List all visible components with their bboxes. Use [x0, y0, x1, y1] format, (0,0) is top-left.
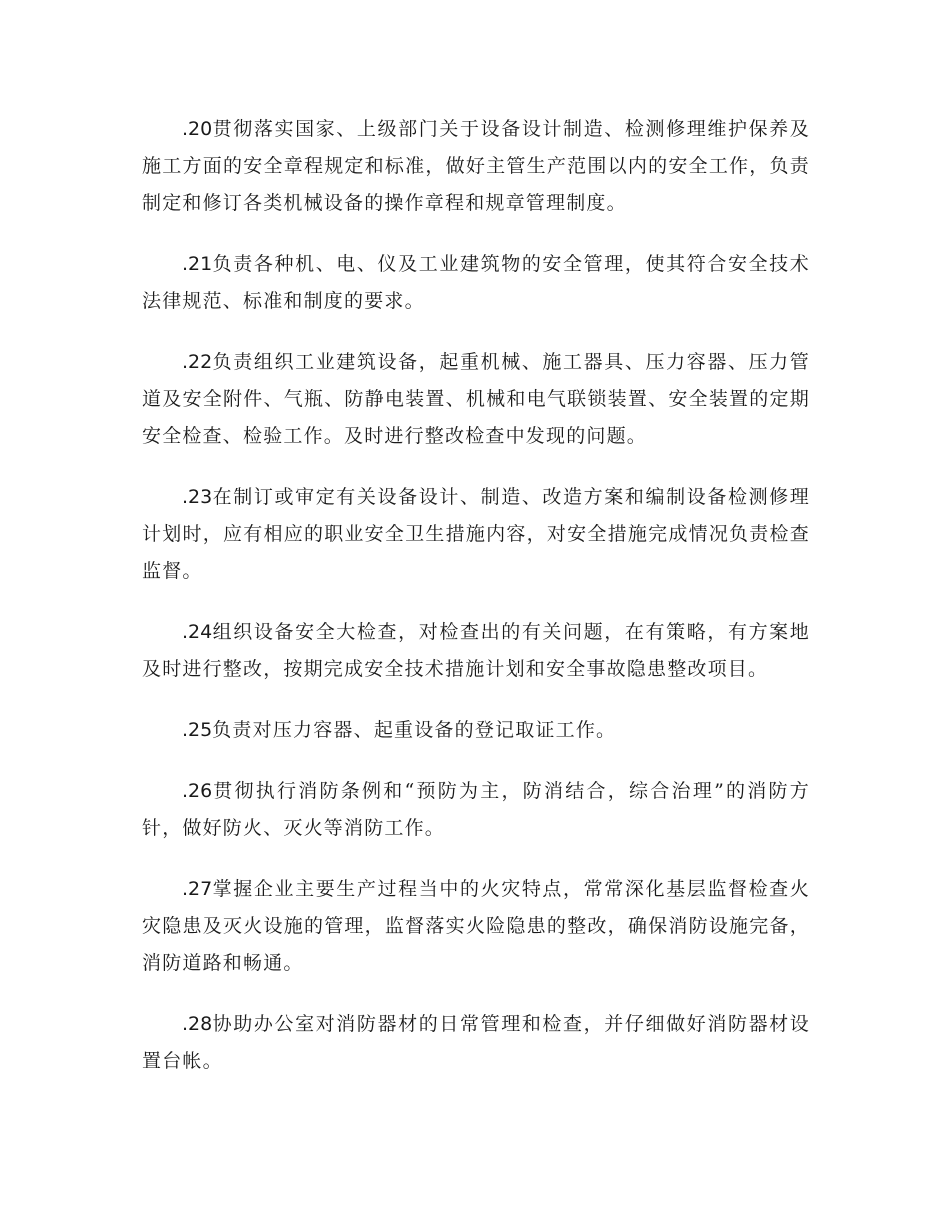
paragraph-25: [142, 712, 810, 749]
paragraph-23: [142, 479, 810, 590]
clause-text: 贯彻执行消防条例和“预防为主，防消结合，综合治理”的消防方针，做好防火、灭火等消防工作。: [142, 780, 810, 839]
clause-text: 在制订或审定有关设备设计、制造、改造方案和编制设备检测修理计划时，应有相应的职业安全卫生措施内容，对安全措施完成情况负责检查监督。: [142, 486, 810, 582]
clause-number: .28: [182, 1013, 213, 1035]
clause-number: .26: [182, 780, 213, 802]
paragraph-20: [142, 111, 810, 222]
clause-number: .21: [182, 253, 213, 275]
clause-number: .22: [182, 351, 213, 373]
paragraph-22: [142, 344, 810, 455]
clause-text: 负责组织工业建筑设备，起重机械、施工器具、压力容器、压力管道及安全附件、气瓶、防静电装置、机械和电气联锁装置、安全装置的定期安全检查、检验工作。及时进行整改检查中发现的问题。: [142, 351, 810, 447]
clause-text: 贯彻落实国家、上级部门关于设备设计制造、检测修理维护保养及施工方面的安全章程规定和标准，做好主管生产范围以内的安全工作，负责制定和修订各类机械设备的操作章程和规章管理制度。: [142, 118, 810, 214]
document-body: [142, 111, 810, 1104]
paragraph-27: [142, 871, 810, 982]
clause-number: .25: [182, 719, 213, 741]
clause-text: 负责各种机、电、仪及工业建筑物的安全管理，使其符合安全技术法律规范、标准和制度的要求。: [142, 253, 810, 312]
clause-number: .27: [182, 878, 213, 900]
clause-text: 组织设备安全大检查，对检查出的有关问题，在有策略，有方案地及时进行整改，按期完成安全技术措施计划和安全事故隐患整改项目。: [142, 621, 810, 680]
clause-text: 协助办公室对消防器材的日常管理和检查，并仔细做好消防器材设置台帐。: [142, 1013, 810, 1072]
clause-number: .23: [182, 486, 213, 508]
clause-text: 负责对压力容器、起重设备的登记取证工作。: [212, 719, 617, 741]
clause-number: .24: [182, 621, 213, 643]
paragraph-28: [142, 1006, 810, 1080]
clause-text: 掌握企业主要生产过程当中的火灾特点，常常深化基层监督检查火灾隐患及灭火设施的管理，监督落实火险隐患的整改，确保消防设施完备，消防道路和畅通。: [142, 878, 810, 974]
paragraph-21: [142, 246, 810, 320]
clause-number: .20: [182, 118, 213, 140]
paragraph-24: [142, 614, 810, 688]
paragraph-26: [142, 773, 810, 847]
